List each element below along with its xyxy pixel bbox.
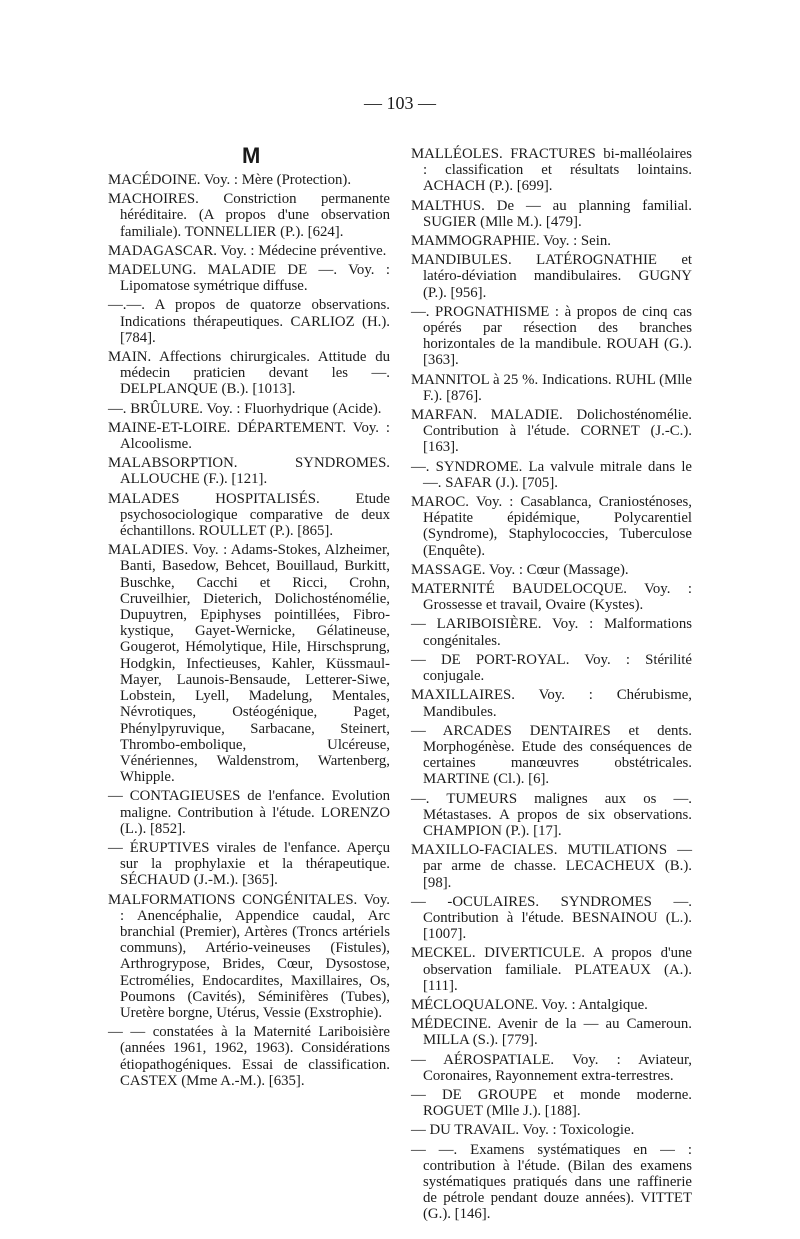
index-entry: MAXILLO-FACIALES. MUTILATIONS — par arme de chasse. LECACHEUX (B.). [98]. xyxy=(411,842,692,891)
index-entry: MARFAN. MALADIE. Dolichosténomélie. Contribution à l'étude. CORNET (J.-C.). [163]. xyxy=(411,407,692,456)
index-entry: — CONTAGIEUSES de l'enfance. Evolution maligne. Contribution à l'étude. LORENZO (L.). [852]. xyxy=(108,788,390,837)
index-entry: — AÉROSPATIALE. Voy. : Aviateur, Coronaires, Rayonnement extra-terrestres. xyxy=(411,1051,692,1084)
index-entry: MAMMOGRAPHIE. Voy. : Sein. xyxy=(411,233,611,250)
index-entry: — DU TRAVAIL. Voy. : Toxicologie. xyxy=(411,1122,635,1139)
index-entry: MALLÉOLES. FRACTURES bi-malléolaires : classification et résultats lointains. ACHACH (P.). [699]. xyxy=(411,146,692,195)
section-letter: M xyxy=(242,143,261,168)
index-entry: — -OCULAIRES. SYNDROMES —. Contribution à l'étude. BESNAINOU (L.). [1007]. xyxy=(411,893,692,943)
index-entry: — —. Examens systématiques en — : contribution à l'étude. (Bilan des examens systématiques pratiqués dans une raffinerie de pétrole pendant douze années). VITTET (G.). [146]. xyxy=(411,1141,692,1223)
index-entry: MALFORMATIONS CONGÉNITALES. Voy. : Anencéphalie, Appendice caudal, Arc branchial (Premier), Artères (Troncs artériels communs), Artério-veineuses (Fistules), Arthrogrypose, Brides, Cœur, Dysostose, Ectromélies, Endocardites, Maxillaires, Os, Poumons (Cavités), Séminifères (Tubes), Uretère borgne, Utérus, Vessie (Exstrophie). xyxy=(108,891,390,1021)
index-entry: —. SYNDROME. La valvule mitrale dans le —. SAFAR (J.). [705]. xyxy=(411,458,692,491)
index-entry: MACHOIRES. Constriction permanente héréditaire. (A propos d'une observation familiale). TONNELLIER (P.). [624]. xyxy=(108,191,390,240)
index-entry: MALADES HOSPITALISÉS. Etude psychosociologique comparative de deux échantillons. ROULLET (P.). [865]. xyxy=(108,490,390,540)
index-entry: MECKEL. DIVERTICULE. A propos d'une observation familiale. PLATEAUX (A.). [111]. xyxy=(411,945,692,994)
index-entry: MASSAGE. Voy. : Cœur (Massage). xyxy=(411,561,629,578)
right-column xyxy=(411,146,692,1226)
index-entry: MÉDECINE. Avenir de la — au Cameroun. MILLA (S.). [779]. xyxy=(411,1016,692,1049)
index-entry: — ÉRUPTIVES virales de l'enfance. Aperçu sur la prophylaxie et la thérapeutique. SÉCHAUD (J.-M.). [365]. xyxy=(108,839,390,889)
index-entry: MALADIES. Voy. : Adams-Stokes, Alzheimer, Banti, Basedow, Behcet, Bouillaud, Burkitt, Buschke, Cacchi et Ricci, Crohn, Cruveilhier, Dieterich, Dolichosténomélie, Dupuytren, Epiphyses pointillées, Fibro-kystique, Gayet-Wernicke, Gélatineuse, Gougerot, Hémolytique, Hile, Hirschsprung, Hodgkin, Infectieuses, Kahler, Küssmaul-Mayer, Launois-Bensaude, Letterer-Siwe, Lobstein, Lyell, Madelung, Mentales, Névrotiques, Ostéogénique, Paget, Phénylpyruvique, Sarbacane, Steinert, Thrombo-embolique, Ulcéreuse, Vénériennes, Waldenstrom, Wartenberg, Whipple. xyxy=(108,542,390,786)
index-entry: MANDIBULES. LATÉROGNATHIE et latéro-déviation mandibulaires. GUGNY (P.). [956]. xyxy=(411,252,692,301)
index-entry: MÉCLOQUALONE. Voy. : Antalgique. xyxy=(411,996,648,1013)
index-entry: — DE PORT-ROYAL. Voy. : Stérilité conjugale. xyxy=(411,651,692,685)
index-entry: MANNITOL à 25 %. Indications. RUHL (Mlle F.). [876]. xyxy=(411,371,692,404)
page-number: — 103 — xyxy=(364,93,436,113)
index-entry: MALTHUS. De — au planning familial. SUGIER (Mlle M.). [479]. xyxy=(411,197,692,230)
index-entry: MALABSORPTION. SYNDROMES. ALLOUCHE (F.). [121]. xyxy=(108,455,390,488)
index-entry: MAROC. Voy. : Casablanca, Craniosténoses, Hépatite épidémique, Polycarentiel (Syndrome), Staphylococcies, Tuberculose (Enquête). xyxy=(411,494,692,559)
index-entry: MAXILLAIRES. Voy. : Chérubisme, Mandibules. xyxy=(411,687,692,720)
index-entry: MADAGASCAR. Voy. : Médecine préventive. xyxy=(108,242,387,259)
index-entry: MAINE-ET-LOIRE. DÉPARTEMENT. Voy. : Alcoolisme. xyxy=(108,419,390,453)
index-entry: —.—. A propos de quatorze observations. Indications thérapeutiques. CARLIOZ (H.). [784]. xyxy=(108,297,390,346)
index-entry: MACÉDOINE. Voy. : Mère (Protection). xyxy=(108,172,352,188)
index-entry: —. TUMEURS malignes aux os —. Métastases. A propos de six observations. CHAMPION (P.). [17]. xyxy=(411,790,692,839)
index-entry: — ARCADES DENTAIRES et dents. Morphogénèse. Etude des conséquences de certaines manœuvres obstétricales. MARTINE (Cl.). [6]. xyxy=(411,722,692,788)
left-column xyxy=(108,172,390,1092)
index-entry: MAIN. Affections chirurgicales. Attitude du médecin praticien devant les —. DELPLANQUE (B.). [1013]. xyxy=(108,349,390,398)
index-entry: —. PROGNATHISME : à propos de cinq cas opérés par résection des branches horizontales de la mandibule. ROUAH (G.). [363]. xyxy=(411,303,692,369)
index-entry: MATERNITÉ BAUDELOCQUE. Voy. : Grossesse et travail, Ovaire (Kystes). xyxy=(411,581,692,614)
index-entry: — DE GROUPE et monde moderne. ROGUET (Mlle J.). [188]. xyxy=(411,1086,692,1120)
index-entry: MADELUNG. MALADIE DE —. Voy. : Lipomatose symétrique diffuse. xyxy=(108,262,390,295)
index-entry: — LARIBOISIÈRE. Voy. : Malformations congénitales. xyxy=(411,616,692,649)
index-entry: — — constatées à la Maternité Lariboisière (années 1961, 1962, 1963). Considérations étiopathogéniques. Essai de classification. CASTEX (Mme A.-M.). [635]. xyxy=(108,1024,390,1089)
index-entry: —. BRÛLURE. Voy. : Fluorhydrique (Acide). xyxy=(108,400,382,417)
